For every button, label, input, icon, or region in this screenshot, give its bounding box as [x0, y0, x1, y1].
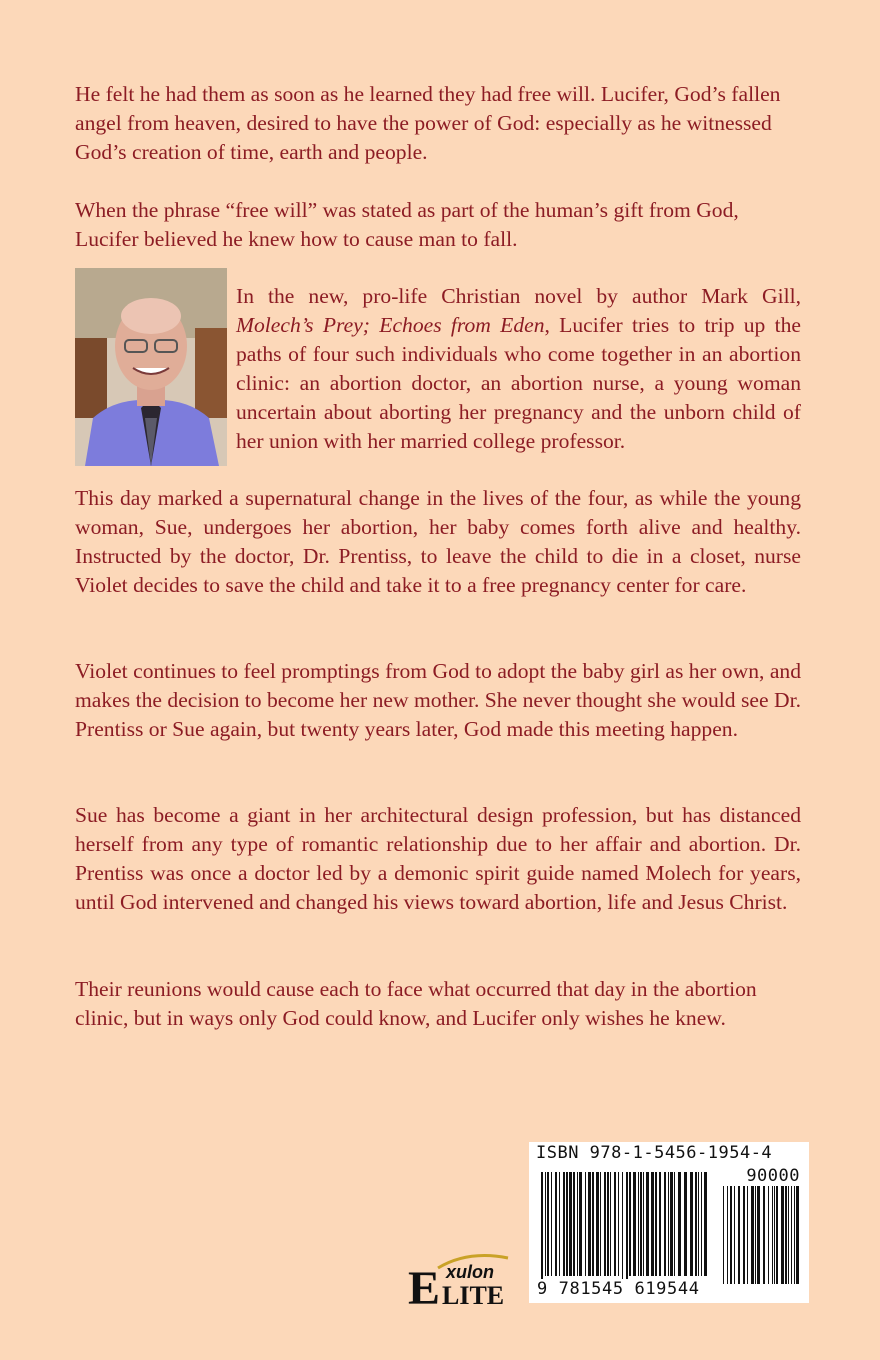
barcode-bar: [545, 1172, 546, 1276]
barcode-bar: [640, 1172, 642, 1276]
addon-bar: [768, 1186, 769, 1284]
barcode-bar: [626, 1172, 628, 1284]
author-portrait-icon: [75, 268, 227, 466]
logo-xulon-text: xulon: [446, 1262, 494, 1282]
barcode-bar: [664, 1172, 666, 1276]
ean-digits: 9 781545 619544: [537, 1279, 700, 1299]
barcode-bar: [607, 1172, 609, 1276]
barcode-bar: [579, 1172, 582, 1276]
addon-bar: [743, 1186, 745, 1284]
barcode-bar: [638, 1172, 639, 1276]
barcode-bar: [588, 1172, 591, 1276]
barcode-bar: [684, 1172, 687, 1276]
author-photo: [75, 268, 227, 466]
barcode-bar: [551, 1172, 552, 1276]
barcode-bar: [695, 1172, 697, 1276]
addon-bar: [727, 1186, 728, 1284]
barcode-bar: [690, 1172, 693, 1276]
barcode-bar: [698, 1172, 699, 1276]
barcode-bar: [643, 1172, 644, 1276]
barcode-bar: [577, 1172, 578, 1276]
addon-bar: [747, 1186, 748, 1284]
barcode-bar: [600, 1172, 601, 1276]
barcode-bar: [610, 1172, 611, 1276]
violet-paragraph: Violet continues to feel promptings from God to adopt the baby girl as her own, and makes the decision to become her new mother. She never thought she would see Dr. Prentiss or Sue again, but twenty years later, God made this meeting happen.: [75, 659, 801, 741]
barcode-bar: [629, 1172, 631, 1276]
barcode-bar: [569, 1172, 572, 1276]
barcode-bar: [701, 1172, 702, 1276]
barcode-bar: [704, 1172, 707, 1276]
barcode-bar: [604, 1172, 606, 1276]
addon-bar: [751, 1186, 754, 1284]
price-code: 90000: [746, 1166, 800, 1186]
supernatural-change-paragraph: This day marked a supernatural change in the lives of the four, as while the young woman, Sue, undergoes her abortion, her baby comes forth alive and healthy. Instructed by the doctor, Dr. Prentiss, to leave the child to die in a closet, nurse Violet decides to save the child and take it to a free pregnancy center for care.: [75, 486, 801, 597]
barcode-bar: [566, 1172, 568, 1276]
addon-bar: [776, 1186, 778, 1284]
addon-bar: [734, 1186, 735, 1284]
barcode-bar: [559, 1172, 560, 1276]
barcode-bars: [541, 1164, 799, 1284]
barcode-bar: [651, 1172, 654, 1276]
barcode-bar: [573, 1172, 575, 1276]
addon-bar: [794, 1186, 795, 1284]
barcode-bar: [659, 1172, 661, 1276]
barcode-bar: [541, 1172, 543, 1284]
barcode-bar: [563, 1172, 565, 1276]
barcode-bar: [596, 1172, 599, 1276]
barcode-bar: [555, 1172, 557, 1276]
publisher-logo: [408, 1252, 518, 1308]
barcode-bar: [655, 1172, 657, 1276]
addon-bar: [785, 1186, 787, 1284]
barcode-bar: [622, 1172, 623, 1284]
barcode-bar: [614, 1172, 616, 1276]
reunions-paragraph: Their reunions would cause each to face what occurred that day in the abortion clinic, but in ways only God could know, and Lucifer only wishes he knew.: [75, 977, 757, 1030]
isbn-label: ISBN 978-1-5456-1954-4: [536, 1143, 773, 1163]
addon-bar: [772, 1186, 773, 1284]
novel-plot-text: , Lucifer tries to trip up the paths of four such individuals who come together in an abortion clinic: an abortion doctor, an abortion nurse, a young woman uncertain about aborting her pregnancy and the unborn child of her union with her married college professor.: [236, 313, 801, 453]
addon-bar: [791, 1186, 792, 1284]
barcode-bar: [678, 1172, 681, 1276]
logo-lite-text: LITE: [442, 1281, 505, 1308]
addon-bar: [755, 1186, 756, 1284]
logo-big-letter: E: [408, 1262, 441, 1308]
xulon-elite-logo-icon: [408, 1252, 518, 1308]
book-title: Molech’s Prey; Echoes from Eden: [236, 313, 545, 337]
free-will-paragraph: When the phrase “free will” was stated as part of the human’s gift from God, Lucifer believed he knew how to cause man to fall.: [75, 198, 739, 251]
barcode-bar: [618, 1172, 619, 1276]
addon-bar: [757, 1186, 760, 1284]
barcode-bar: [668, 1172, 669, 1276]
barcode-bar: [585, 1172, 586, 1276]
novel-intro-text: In the new, pro-life Christian novel by author Mark Gill,: [236, 284, 801, 308]
barcode-bar: [592, 1172, 594, 1276]
barcode-bar: [674, 1172, 675, 1276]
addon-bar: [738, 1186, 740, 1284]
barcode-bar: [547, 1172, 549, 1276]
addon-bar: [723, 1186, 724, 1284]
barcode-bar: [670, 1172, 673, 1276]
addon-bar: [796, 1186, 799, 1284]
addon-bar: [730, 1186, 732, 1284]
addon-bar: [781, 1186, 784, 1284]
barcode-bar: [646, 1172, 649, 1276]
addon-bar: [774, 1186, 775, 1284]
novel-description-paragraph: [236, 282, 801, 456]
isbn-barcode: [529, 1142, 809, 1303]
addon-bar: [763, 1186, 765, 1284]
sue-prentiss-paragraph: Sue has become a giant in her architectural design profession, but has distanced herself from any type of romantic relationship due to her affair and abortion. Dr. Prentiss was once a doctor led by a demonic spirit guide named Molech for years, until God intervened and changed his views toward abortion, life and Jesus Christ.: [75, 803, 801, 914]
barcode-bar: [633, 1172, 636, 1276]
addon-bar: [788, 1186, 789, 1284]
intro-paragraph: He felt he had them as soon as he learned they had free will. Lucifer, God’s fallen angel from heaven, desired to have the power of God: especially as he witnessed God’s creation of time, earth and people.: [75, 82, 781, 164]
